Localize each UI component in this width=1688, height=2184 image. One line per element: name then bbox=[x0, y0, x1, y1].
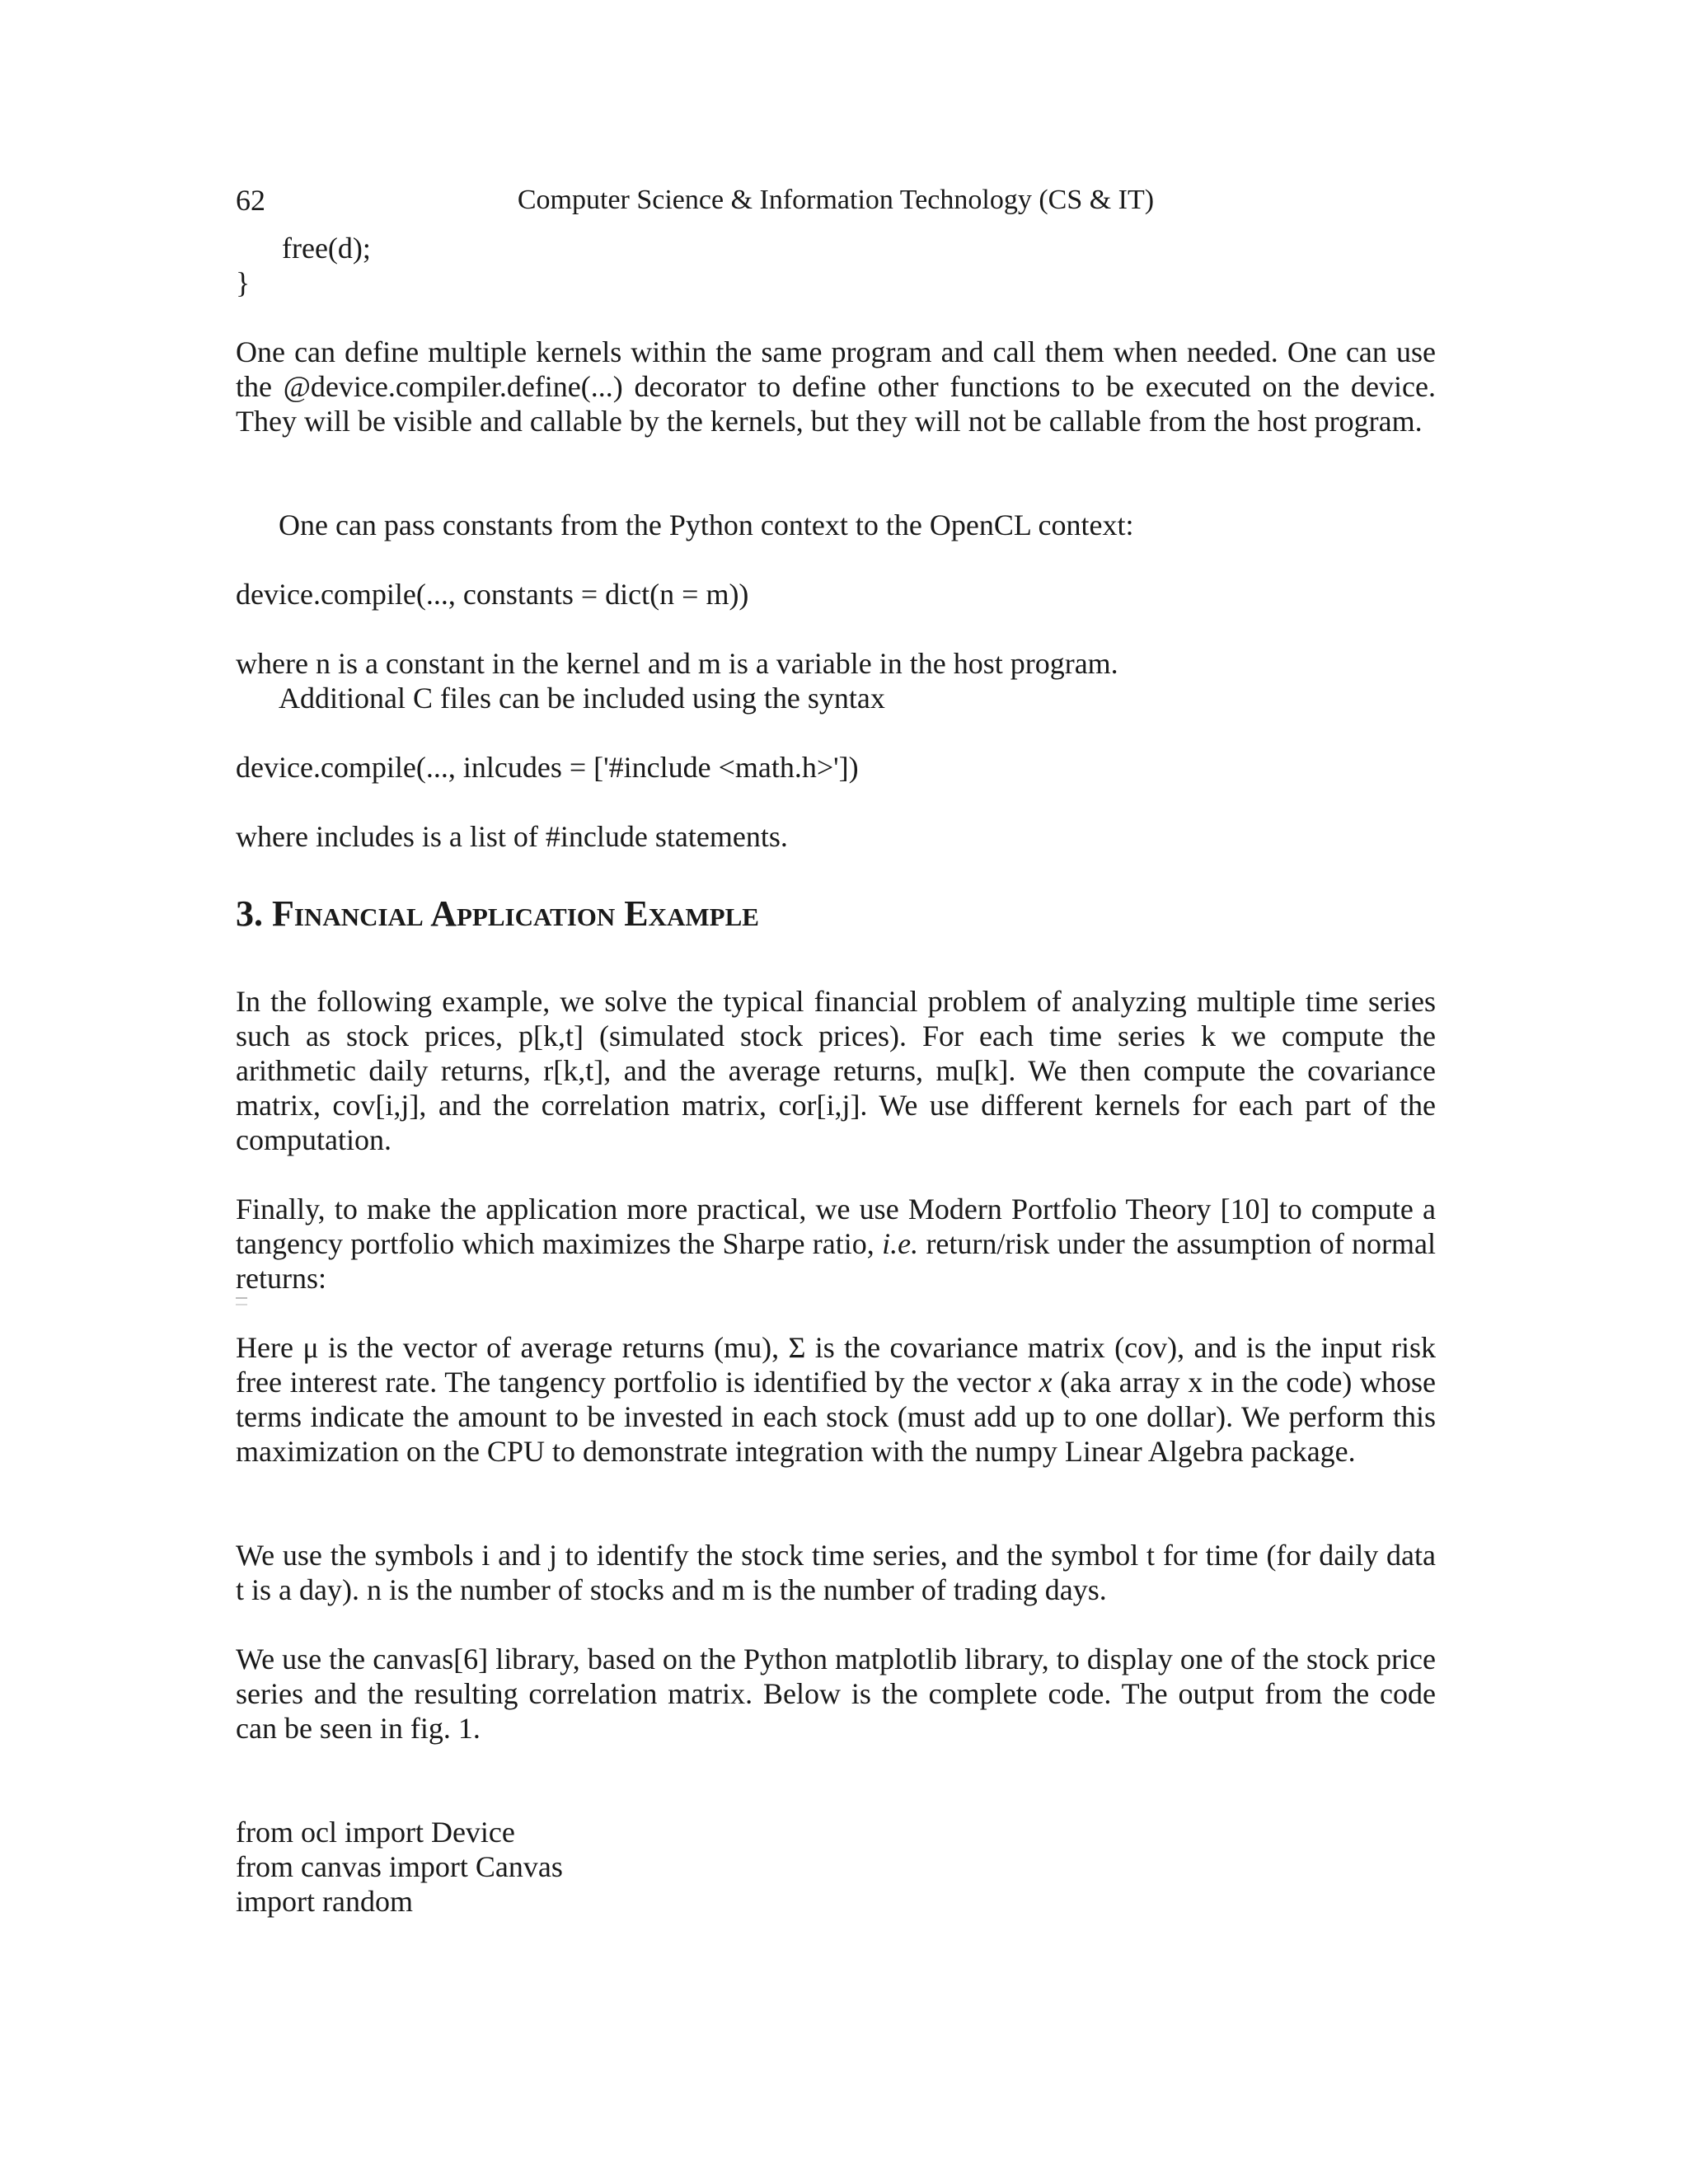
paragraph-text: return/risk under the assumption of normal returns: bbox=[236, 1227, 1436, 1295]
paragraph: where n is a constant in the kernel and m is a variable in the host program. bbox=[236, 647, 1118, 680]
section-title: Financial Application Example bbox=[272, 893, 759, 934]
paragraph-text: (aka array x in the code) whose terms indicate the amount to be invested in each stock (must add up to one dollar). We perform this maximization on the CPU to demonstrate integration with the numpy Linear Algebra package. bbox=[236, 1366, 1436, 1468]
code-line: device.compile(..., constants = dict(n = m)) bbox=[236, 578, 749, 611]
paragraph: We use the symbols i and j to identify the stock time series, and the symbol t for time (for daily data t is a day). n is the number of stocks and m is the number of trading days. bbox=[236, 1539, 1436, 1606]
paragraph-text: Here μ is the vector of average returns (mu), Σ is the covariance matrix (cov), and is the input risk free interest rate. The tangency portfolio is identified by the vector bbox=[236, 1331, 1436, 1399]
code-line: } bbox=[236, 266, 251, 299]
paragraph: Additional C files can be included using the syntax bbox=[279, 682, 885, 715]
code-line: device.compile(..., inlcudes = ['#include <math.h>']) bbox=[236, 751, 859, 784]
page-number: 62 bbox=[236, 184, 265, 217]
paper-page bbox=[236, 0, 1436, 2184]
paragraph: One can pass constants from the Python context to the OpenCL context: bbox=[279, 509, 1134, 541]
emphasis-text: i.e. bbox=[882, 1227, 919, 1260]
paragraph: We use the canvas[6] library, based on the Python matplotlib library, to display one of the stock price series and the resulting correlation matrix. Below is the complete code. The output from the code can be seen in fig. 1. bbox=[236, 1643, 1436, 1745]
code-line: import random bbox=[236, 1885, 413, 1918]
paragraph: In the following example, we solve the typical financial problem of analyzing multiple time series such as stock prices, p[k,t] (simulated stock prices). For each time series k we compute the arithmetic daily returns, r[k,t], and the average returns, mu[k]. We then compute the covariance matrix, cov[i,j], and the correlation matrix, cor[i,j]. We use different kernels for each part of the computation. bbox=[236, 985, 1436, 1156]
section-heading bbox=[236, 893, 1436, 935]
formula-image bbox=[236, 1297, 247, 1305]
paragraph: where includes is a list of #include statements. bbox=[236, 820, 788, 853]
paragraph: One can define multiple kernels within the same program and call them when needed. One can use the @device.compiler.define(...) decorator to define other functions to be executed on the device. They will be visible and callable by the kernels, but they will not be callable from the host program. bbox=[236, 335, 1436, 438]
paragraph bbox=[236, 1330, 1436, 1469]
paragraph bbox=[236, 1192, 1436, 1296]
section-number: 3. bbox=[236, 893, 263, 934]
page-header bbox=[236, 183, 1436, 218]
code-line: from ocl import Device bbox=[236, 1816, 515, 1849]
code-line: from canvas import Canvas bbox=[236, 1850, 563, 1883]
running-head: Computer Science & Information Technology (CS & IT) bbox=[517, 185, 1155, 215]
code-line: free(d); bbox=[282, 232, 371, 265]
paragraph-text: Finally, to make the application more practical, we use Modern Portfolio Theory [10] to compute a tangency portfolio which maximizes the Sharpe ratio, bbox=[236, 1193, 1436, 1260]
emphasis-text: x bbox=[1039, 1366, 1053, 1399]
